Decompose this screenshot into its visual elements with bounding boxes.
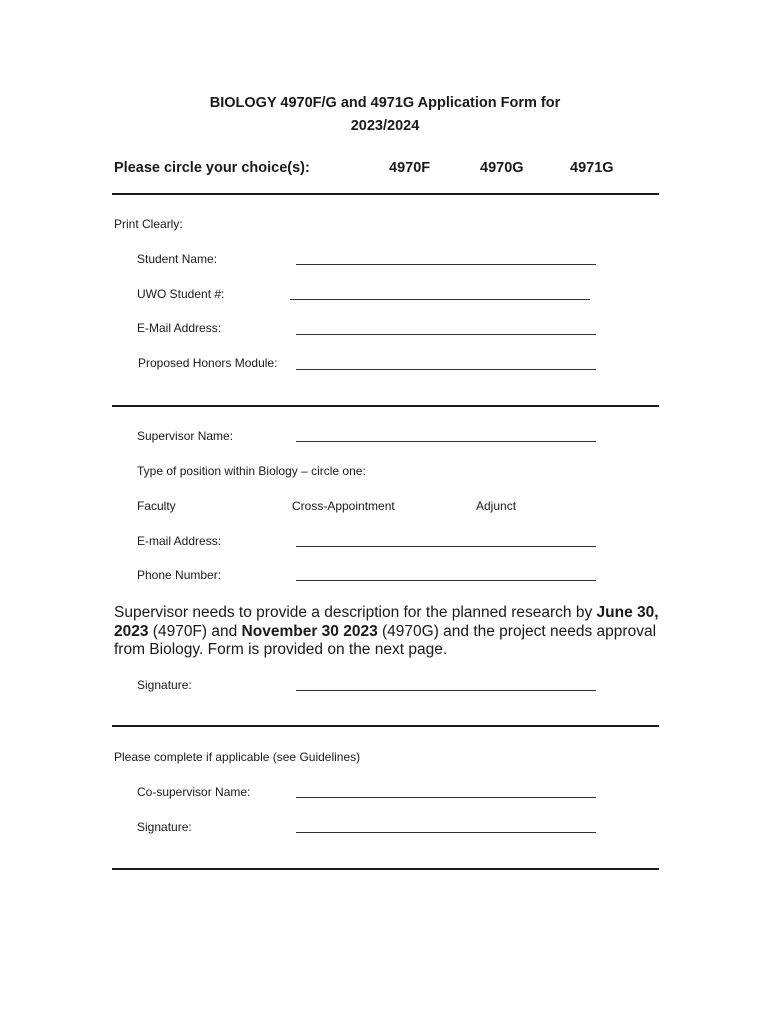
supervisor-deadline-notice: Supervisor needs to provide a description for the planned research by June 30, 2023 (4970F) and November 30 2023 (4970G) and the project needs approval from Biology. Form is provided on the next page.: [114, 604, 659, 658]
student-name-field[interactable]: [296, 264, 596, 265]
cosupervisor-signature-label: Signature:: [137, 820, 192, 834]
section-divider: [112, 725, 659, 727]
section-divider: [112, 868, 659, 870]
choice-prompt: Please circle your choice(s):: [114, 160, 310, 176]
cosupervisor-name-field[interactable]: [296, 797, 596, 798]
student-email-label: E-Mail Address:: [137, 321, 222, 335]
form-title-line-1: BIOLOGY 4970F/G and 4971G Application Form for: [209, 95, 561, 111]
cosupervisor-intro: Please complete if applicable (see Guidelines): [114, 750, 361, 764]
honors-module-label: Proposed Honors Module:: [138, 356, 278, 370]
cosupervisor-signature-field[interactable]: [296, 832, 596, 833]
supervisor-name-field[interactable]: [296, 441, 596, 442]
supervisor-signature-label: Signature:: [137, 678, 192, 692]
student-name-label: Student Name:: [137, 252, 218, 266]
supervisor-phone-field[interactable]: [296, 580, 596, 581]
supervisor-phone-label: Phone Number:: [137, 568, 222, 582]
position-option-adjunct[interactable]: Adjunct: [476, 499, 517, 513]
student-number-field[interactable]: [290, 299, 590, 300]
supervisor-email-label: E-mail Address:: [137, 534, 222, 548]
student-email-field[interactable]: [296, 334, 596, 335]
section-divider: [112, 405, 659, 407]
form-title-line-2: 2023/2024: [350, 118, 420, 134]
choice-4970g[interactable]: 4970G: [480, 160, 524, 176]
position-type-prompt: Type of position within Biology – circle one:: [137, 464, 366, 478]
honors-module-field[interactable]: [296, 369, 596, 370]
print-clearly-label: Print Clearly:: [114, 217, 183, 231]
supervisor-signature-field[interactable]: [296, 690, 596, 691]
supervisor-email-field[interactable]: [296, 546, 596, 547]
student-number-label: UWO Student #:: [137, 287, 225, 301]
position-option-cross-appointment[interactable]: Cross-Appointment: [292, 499, 395, 513]
choice-4970f[interactable]: 4970F: [389, 160, 431, 176]
cosupervisor-name-label: Co-supervisor Name:: [137, 785, 251, 799]
supervisor-name-label: Supervisor Name:: [137, 429, 234, 443]
choice-4971g[interactable]: 4971G: [570, 160, 614, 176]
section-divider: [112, 193, 659, 195]
position-option-faculty[interactable]: Faculty: [137, 499, 176, 513]
